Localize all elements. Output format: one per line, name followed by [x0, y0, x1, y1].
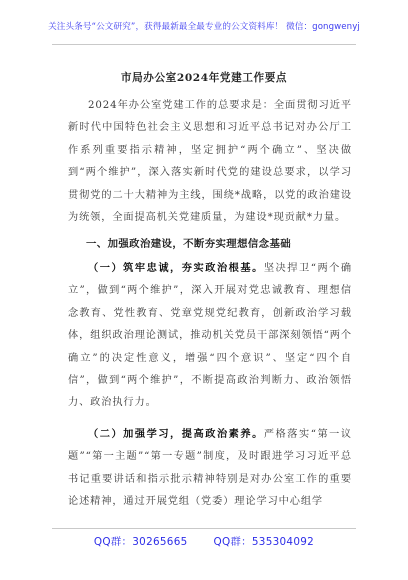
qq-group-2: QQ群：535304092 — [213, 536, 315, 548]
intro-paragraph: 2024年办公室党建工作的总要求是：全面贯彻习近平新时代中国特色社会主义思想和习近平总书记对办公厅工作系列重要指示精神，坚定拥护“两个确立”、坚决做到“两个维护”，深入落实新时代党的建设总要求，以学习贯彻党的二十大精神为主线，围绕*战略，以党的政治建设为统领，全面提高机关党建质量，为建设*现贡献*力量。 — [68, 100, 352, 224]
item-text-2: 严格落实“第一议题”“第一主题”“第一专题”制度，及时跟进学习习近平总书记重要讲话和指示批示精神特别是对办公室工作的重要论述精神，通过开展党组（党委）理论学习中心组学 — [68, 429, 352, 508]
document-title: 市局办公室2024年党建工作要点 — [120, 72, 288, 84]
item-text-1: 坚决捍卫“两个确立”，做到“两个维护”，深入开展对党忠诚教育、理想信念教育、党性教育、党章党规党纪教育，创新政治学习载体，组织政治理论测试，推动机关党员干部深刻领悟“两个确立”的决定性意义，增强“四个意识”、坚定“四个自信”，做到“两个维护”，不断提高政治判断力、政治领悟力、政治执行力。 — [68, 263, 352, 409]
item-lead-1: （一）筑牢忠诚，夯实政治根基。 — [88, 262, 264, 274]
item-paragraph-2 — [68, 423, 352, 514]
bottom-divider — [52, 528, 356, 529]
item-paragraph-1 — [68, 257, 352, 415]
top-promo-banner: 关注头条号“公文研究”，获得最新最全最专业的公文资料库！ 微信：gongwenyj — [48, 22, 360, 32]
footer-banner — [0, 533, 408, 548]
item-lead-2: （二）加强学习，提高政治素养。 — [88, 428, 264, 440]
section-heading: 一、加强政治建设，不断夯实理想信念基础 — [86, 238, 292, 250]
qq-group-1: QQ群：30265665 — [93, 536, 188, 548]
top-divider — [52, 44, 356, 45]
